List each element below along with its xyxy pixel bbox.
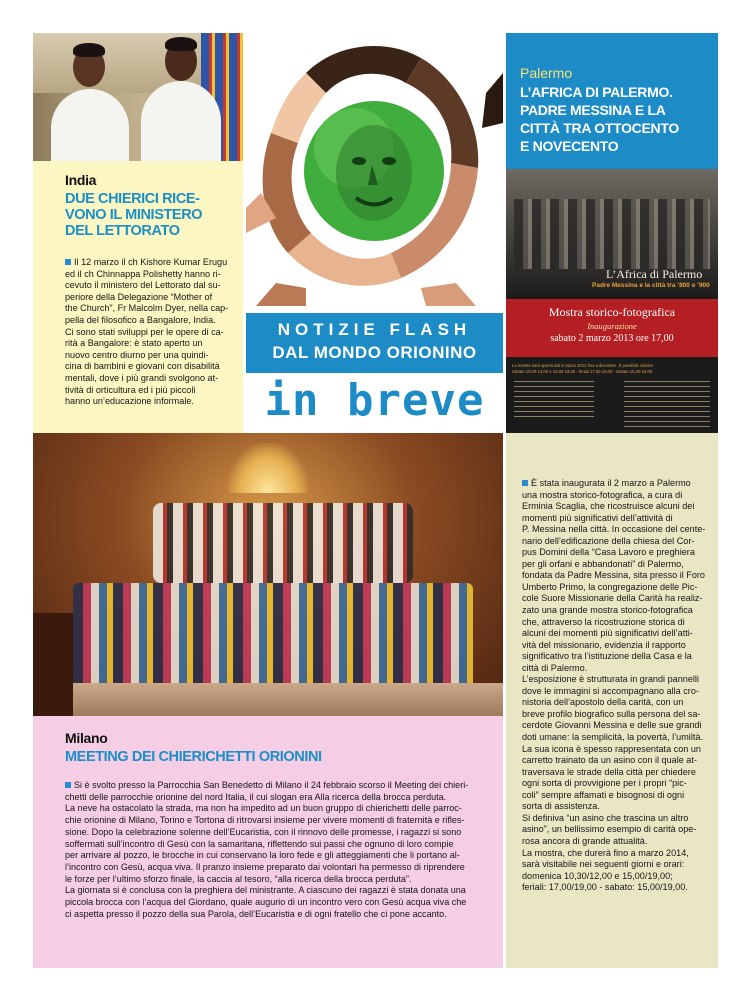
india-photo: [33, 33, 243, 161]
palermo-body-line: asino”, un bellissimo esempio di carità ope-: [522, 824, 697, 835]
poster-subtitle: Padre Messina e la città tra ’800 e ’900: [592, 282, 710, 289]
palermo-body-line: È stata inaugurata il 2 marzo a Palermo: [522, 478, 708, 490]
palermo-body-line: cole Suore Missionarie della Carità ha realiz-: [522, 593, 703, 604]
palermo-body-line: domenica 10,30/12,00 e 15,00/19,00;: [522, 870, 673, 881]
poster-band-title: Mostra storico-fotografica: [548, 305, 676, 319]
milano-article: [33, 716, 503, 968]
wooden-pew-left: [33, 613, 73, 716]
milano-body: [65, 780, 495, 920]
flash-title-line1: NOTIZIE FLASH: [277, 320, 472, 339]
india-article: [33, 161, 243, 433]
palermo-body-line: Si definiva “un asino che trascina un altro: [522, 812, 689, 823]
palermo-exhibition-poster: [506, 169, 718, 433]
palermo-body-line: La mostra, che durerà fino a marzo 2014,: [522, 847, 689, 858]
milano-body-line: soffermati sull’incontro di Gesù con la samaritana, riflettendo sui passi che ognuno di loro compie: [65, 838, 454, 849]
palermo-headline-line: CITTÀ TRA OTTOCENTO: [520, 120, 679, 136]
palermo-body: [522, 478, 708, 894]
hands-globe-illustration: [246, 33, 503, 306]
palermo-body-line: rosa ancora di grande attualità.: [522, 835, 648, 846]
poster-info: [512, 363, 712, 375]
india-body-line: cina di bambini e giovani con disabilità: [65, 361, 220, 372]
palermo-body-line: coli” sempre affamati e bisognosi di ogni: [522, 789, 685, 800]
hands-globe-svg: [246, 33, 503, 306]
flash-title-line2: DAL MONDO ORIONINO: [272, 343, 477, 362]
poster-red-band: [506, 299, 718, 357]
palermo-body-line: Umberto Primo, la congregazione delle Pic-: [522, 581, 698, 592]
palermo-body-line: che, attraverso la ricostruzione storica di: [522, 616, 685, 627]
india-body-line: the Church”, Fr Malcolm Dyer, nella cap-: [65, 303, 229, 314]
poster-band-date: sabato 2 marzo 2013 ore 17,00: [550, 333, 674, 344]
palermo-header: [506, 33, 718, 169]
milano-body-line: Si è svolto presso la Parrocchia San Benedetto di Milano il 24 febbraio scorso il Meeting dei chieri-: [65, 780, 495, 792]
india-body-line: Ci sono stati sviluppi per le opere di ca-: [65, 326, 224, 337]
palermo-body-line: una mostra storico-fotografica, a cura di: [522, 489, 683, 500]
india-headline: [65, 191, 240, 239]
cleric-right-robe: [141, 81, 221, 161]
india-body-line: nuovo centro diurno per una quindi-: [65, 349, 209, 360]
children-group: [73, 583, 473, 693]
cleric-left-hair: [73, 43, 105, 57]
india-body: [65, 257, 237, 408]
palermo-body-line: vità del missionario, evidenzia il rapporto: [522, 639, 686, 650]
bullet-square-icon: [65, 259, 71, 265]
palermo-body-line: traversava le strade della città per chiedere: [522, 766, 696, 777]
bullet-square-icon: [65, 782, 71, 788]
palermo-body-line: L’esposizione è strutturata in grandi pannelli: [522, 674, 699, 685]
cleric-left-robe: [51, 89, 129, 161]
palermo-headline-line: E NOVECENTO: [520, 138, 619, 154]
milano-body-line: La giornata si è conclusa con la preghiera del ministrante. A ciascuno dei ragazzi è stata donata una: [65, 885, 466, 896]
milano-headline: MEETING DEI CHIERICHETTI ORIONINI: [65, 749, 322, 765]
flash-title-banner: [246, 313, 503, 373]
india-region-label: India: [65, 172, 97, 188]
india-headline-line: DEL LETTORATO: [65, 223, 180, 239]
milano-body-line: chetti delle parrocchie orionine del nord Italia, il cui slogan era Alla ricerca della brocca perduta.: [65, 791, 447, 802]
milano-body-line: chie orionine di Milano, Torino e Tortona di ritrovarsi insieme per vivere momenti di fraternità e rifles-: [65, 815, 465, 826]
church-steps: [33, 683, 503, 716]
palermo-region-label: Palermo: [520, 65, 573, 81]
altar-sunburst: [228, 443, 308, 493]
milano-body-line: La neve ha ostacolato la strada, ma non ha impedito ad un buon gruppo di chierichetti delle parroc-: [65, 803, 462, 814]
india-headline-line: DUE CHIERICI RICE-: [65, 191, 200, 207]
palermo-headline-line: PADRE MESSINA E LA: [520, 102, 666, 118]
palermo-body-line: pus Domini della “Casa Lavoro e preghiera: [522, 547, 695, 558]
india-headline-line: VONO IL MINISTERO: [65, 207, 203, 223]
palermo-body-line: momenti più significativi dell’attività di: [522, 512, 673, 523]
palermo-body-line: breve profilo biografico sulla persona del sa-: [522, 708, 701, 719]
palermo-headline-line: L’AFRICA DI PALERMO.: [520, 84, 673, 100]
palermo-article: [506, 466, 718, 968]
palermo-body-line: nistoria dell’apostolo della carità, con un: [522, 697, 684, 708]
milano-body-line: l’incontro con Gesù, acqua viva. Il pranzo insieme preparato dai volontari ha permesso di riprendere: [65, 861, 465, 872]
palermo-body-line: zato una grande mostra storico-fotografica: [522, 605, 693, 616]
india-body-line: mentali, dove i più grandi svolgono at-: [65, 372, 219, 383]
palermo-headline: [520, 83, 716, 155]
poster-info-line: sabato 10,00-12,00 e 15,00-19,00 - feriali 17,00-19,00 - sabato 15,00-19,00: [512, 369, 653, 374]
milano-body-line: ci aspetta presso il pozzo della sua Parola, dell’Eucaristia e di ogni fratello che ci pone accanto.: [65, 908, 447, 919]
palermo-body-line: sorta di assistenza.: [522, 801, 600, 812]
palermo-body-line: cerdote Giovanni Messina e delle sue grandi: [522, 720, 702, 731]
milano-group-photo: [33, 433, 503, 716]
palermo-body-line: dove le immagini si accompagnano alla cro-: [522, 685, 699, 696]
poster-crowd-of-children: [514, 199, 710, 269]
india-body-line: ed il ch Chinnappa Polishetty hanno ri-: [65, 268, 221, 279]
palermo-body-line: ogni sorta di provvigione per i propri “pic-: [522, 778, 687, 789]
milano-body-line: le forze per l’ultimo sforzo finale, la caccia al tesoro, “alla ricerca della brocca perduta”.: [65, 873, 412, 884]
palermo-body-line: significativo tra l’istituzione della Casa e la: [522, 651, 692, 662]
palermo-body-line: P. Messina nella città. In occasione del cente-: [522, 524, 706, 535]
poster-organizers-list: [514, 381, 594, 421]
milano-region-label: Milano: [65, 730, 108, 746]
palermo-body-line: sarà visitabile nei seguenti giorni e orari:: [522, 859, 685, 870]
palermo-body-line: alcuni dei momenti più significativi dell’atti-: [522, 628, 693, 639]
palermo-body-line: per gli orfani e abbandonati” di Palermo,: [522, 558, 684, 569]
milano-body-line: piccola brocca con l’acqua del Giordano, quale augurio di un incontro vero con Gesù acqua viva che: [65, 897, 467, 908]
palermo-body-line: carretto trainato da un asino con il quale at-: [522, 755, 697, 766]
india-body-line: hanno un’educazione informale.: [65, 396, 194, 407]
india-body-line: periore della Delegazione “Mother of: [65, 291, 213, 302]
in-breve-title: in breve: [264, 375, 485, 426]
poster-band-subtitle: Inaugurazione: [587, 321, 637, 331]
poster-info-line: La mostra sarà aperta dal 3 marzo 2013 fino a dicembre. È possibile visitare: [512, 363, 654, 368]
face-on-globe: [336, 125, 412, 221]
palermo-body-line: Erminia Scaglia, che ricostruisce alcuni dei: [522, 501, 695, 512]
palermo-text-top-pad: [506, 433, 718, 466]
palermo-body-line: nario dell’edificazione della chiesa del Cor-: [522, 535, 695, 546]
india-body-line: Il 12 marzo il ch Kishore Kumar Erugu: [65, 257, 237, 269]
in-breve-box: [246, 373, 503, 433]
milano-body-line: sione. Dopo la celebrazione solenne dell’Eucaristia, con il rinnovo delle promesse, i ragazzi si sono: [65, 826, 462, 837]
palermo-body-line: città di Palermo.: [522, 662, 588, 673]
india-body-line: cevuto il ministero del Lettorato dal su-: [65, 280, 221, 291]
palermo-body-line: La sua icona è spesso rappresentata con un: [522, 743, 701, 754]
poster-sponsors-list: [624, 381, 710, 427]
palermo-body-line: feriali: 17,00/19,00 - sabato: 15,00/19,00.: [522, 882, 688, 893]
india-body-line: pella del filosofico a Bangalore, India.: [65, 314, 216, 325]
milano-body-line: per arrivare al pozzo, le brocche in cui conservano la loro fede e gli atteggiamenti che li portano al-: [65, 850, 460, 861]
india-body-line: rità a Bangalore: è stato aperto un: [65, 338, 203, 349]
altar-servers-group: [153, 503, 413, 583]
palermo-body-line: doti umane: la semplicità, la povertà, l’umiltà.: [522, 732, 703, 743]
india-body-line: tività di orticultura ed i più piccoli: [65, 384, 196, 395]
poster-title: L’Africa di Palermo: [606, 267, 703, 281]
palermo-body-line: fondata da Padre Messina, sita presso il Foro: [522, 570, 705, 581]
bullet-square-icon: [522, 480, 528, 486]
cleric-right-hair: [165, 37, 197, 51]
